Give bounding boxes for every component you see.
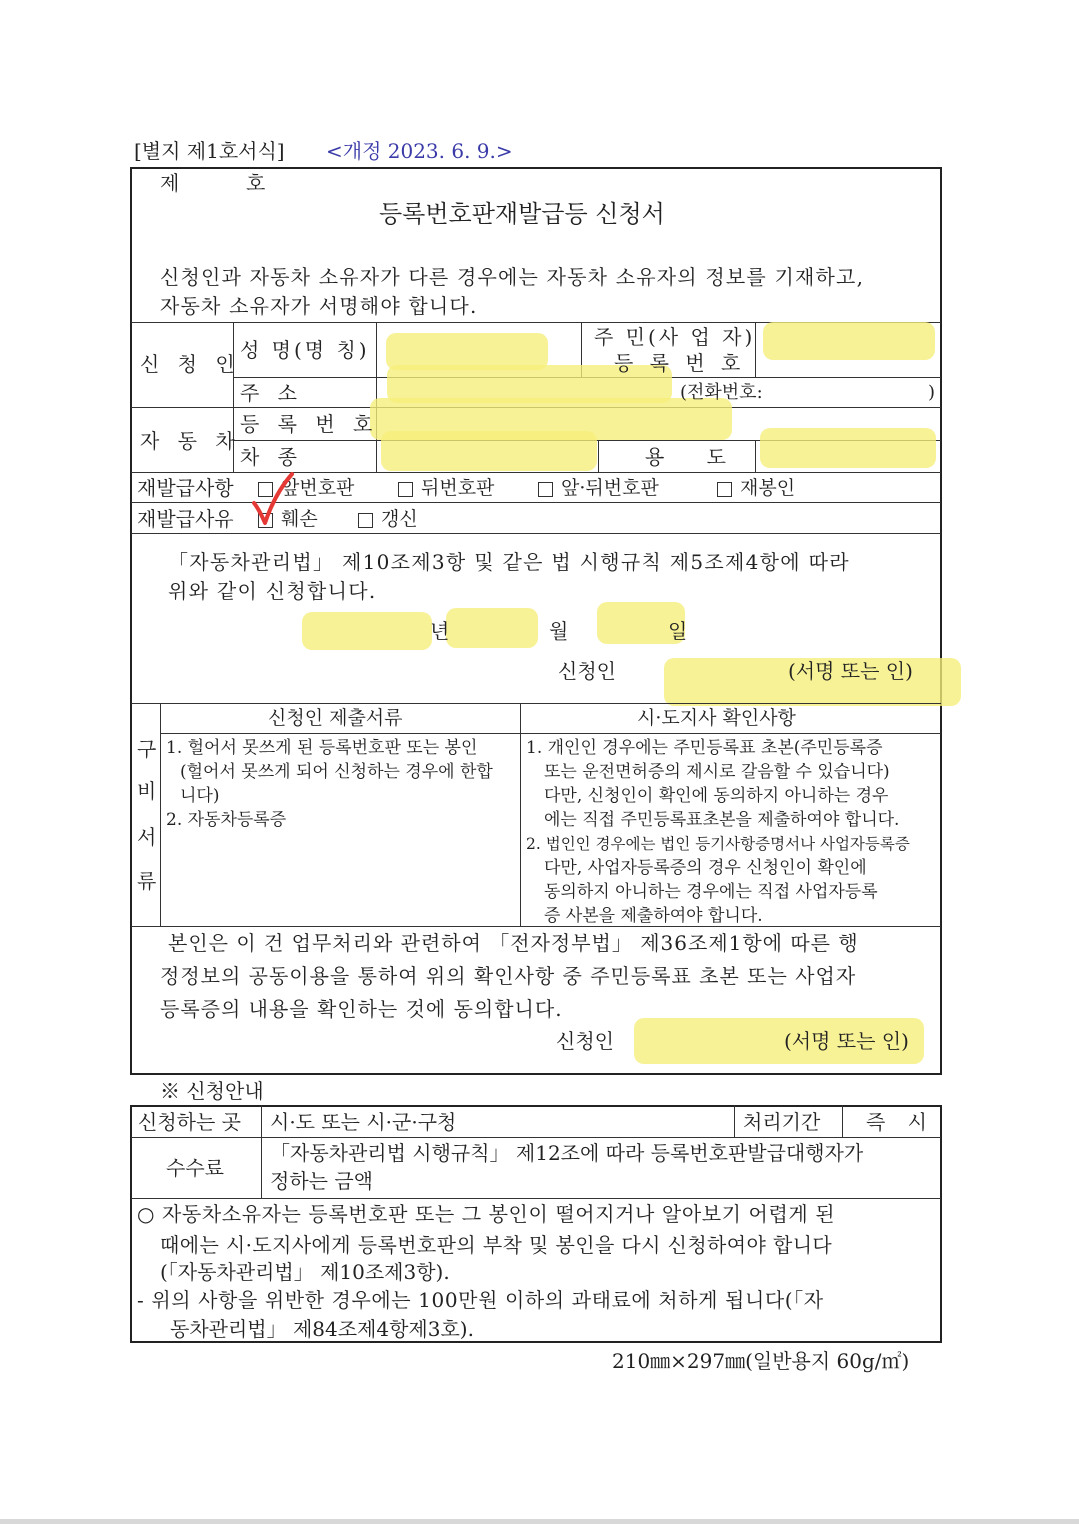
reissue-option-rear[interactable]: 뒤번호판 [398, 477, 494, 499]
reason-option-renewal[interactable]: 갱신 [358, 508, 418, 530]
vehicle-type-redaction [381, 431, 597, 471]
guide-place-label: 신청하는 곳 [138, 1110, 241, 1134]
checkbox-reseal[interactable] [717, 482, 732, 497]
submit-item-3: 니다) [180, 786, 220, 806]
guide-title: ※ 신청안내 [160, 1079, 264, 1103]
form-title: 등록번호판재발급등 신청서 [379, 200, 665, 228]
intro-line-2: 자동차 소유자가 서명해야 합니다. [160, 294, 478, 318]
intro-line-1: 신청인과 자동차 소유자가 다른 경우에는 자동차 소유자의 정보를 기재하고, [160, 265, 865, 289]
verify-item-5: 2. 법인인 경우에는 법인 등기사항증명서나 사업자등록증 [526, 835, 910, 853]
year-redaction-1 [302, 612, 432, 650]
verify-item-7: 동의하지 아니하는 경우에는 직접 사업자등록 [544, 882, 878, 902]
reissue-items-label: 재발급사항 [137, 476, 234, 500]
docs-side-1: 구 [137, 737, 157, 761]
docs-side-3: 서 [137, 825, 157, 849]
guide-note-2-line-2: 동차관리법」 제84조제4항제3호). [170, 1317, 474, 1341]
address-label: 주 소 [240, 381, 303, 405]
vehicle-use-label: 용 도 [645, 445, 744, 469]
checkmark-icon [248, 470, 298, 530]
paper-size: 210㎜×297㎜(일반용지 60g/㎡) [612, 1349, 910, 1373]
guide-fee-line-2: 정하는 금액 [270, 1169, 373, 1193]
date-month: 월 [549, 619, 569, 643]
guide-period-label: 처리기간 [743, 1110, 821, 1134]
guide-fee-label: 수수료 [166, 1156, 224, 1180]
guide-period-value: 즉 시 [866, 1110, 935, 1134]
guide-note-2-line-1: - 위의 사항을 위반한 경우에는 100만원 이하의 과태료에 처하게 됩니다(「자 [137, 1288, 824, 1312]
verify-item-4: 에는 직접 주민등록표초본을 제출하여야 합니다. [544, 810, 900, 830]
guide-fee-line-1: 「자동차관리법 시행규칙」 제12조에 따라 등록번호판발급대행자가 [270, 1141, 864, 1165]
verify-item-8: 증 사본을 제출하여야 합니다. [544, 906, 763, 926]
reg-label-1: 주 민(사 업 자) [594, 325, 756, 349]
verify-docs-header: 시·도지사 확인사항 [637, 707, 796, 729]
revision-note: <개정 2023. 6. 9.> [326, 139, 513, 163]
phone-label: (전화번호: [680, 382, 763, 403]
reissue-option-reseal[interactable]: 재봉인 [717, 477, 795, 499]
verify-item-2: 또는 운전면허증의 제시로 갈음할 수 있습니다) [544, 762, 890, 782]
phone-close: ) [928, 382, 936, 403]
reg-no-redaction [763, 322, 935, 360]
declaration-line-2: 위와 같이 신청합니다. [168, 579, 377, 603]
consent-line-2: 정정보의 공동이용을 통하여 위의 확인사항 중 주민등록표 초본 또는 사업자 [160, 964, 857, 988]
verify-item-1: 1. 개인인 경우에는 주민등록표 초본(주민등록증 [526, 738, 883, 758]
signature-label-1: 신청인 [558, 659, 616, 683]
verify-item-6: 다만, 사업자등록증의 경우 신청인이 확인에 [544, 858, 867, 878]
checkbox-rear[interactable] [398, 482, 413, 497]
submit-docs-header: 신청인 제출서류 [268, 707, 403, 729]
applicant-section-label: 신 청 인 [140, 352, 241, 376]
docs-side-2: 비 [137, 779, 157, 803]
guide-note-1-line-1: ○ 자동차소유자는 등록번호판 또는 그 봉인이 떨어지거나 알아보기 어렵게 된 [137, 1202, 836, 1226]
name-label: 성 명(명 칭) [240, 338, 370, 362]
vehicle-reg-label: 등 록 번 호 [240, 412, 379, 436]
checkbox-renewal[interactable] [358, 513, 373, 528]
year-redaction-2 [446, 608, 538, 648]
number-label-ho: 호 [246, 171, 266, 195]
guide-place-value: 시·도 또는 시·군·구청 [270, 1110, 457, 1134]
vehicle-use-redaction [760, 428, 936, 468]
submit-item-4: 2. 자동차등록증 [166, 810, 287, 830]
docs-side-4: 류 [137, 869, 157, 893]
reason-option-damage[interactable]: 훼손 [258, 508, 318, 530]
declaration-line-1: 「자동차관리법」 제10조제3항 및 같은 법 시행규칙 제5조제4항에 따라 [168, 550, 850, 574]
reg-label-2: 등 록 번 호 [614, 351, 746, 375]
submit-item-2: (헐어서 못쓰게 되어 신청하는 경우에 한합 [180, 762, 493, 782]
date-day: 일 [668, 619, 688, 643]
number-label-je: 제 [160, 171, 180, 195]
reissue-option-both[interactable]: 앞·뒤번호판 [538, 477, 659, 499]
checkbox-both[interactable] [538, 482, 553, 497]
signature-label-2: 신청인 [556, 1029, 614, 1053]
vehicle-type-label: 차 종 [240, 445, 303, 469]
viewer-bottom-bar [0, 1519, 1079, 1524]
reissue-reason-label: 재발급사유 [137, 507, 234, 531]
vehicle-section-label: 자 동 차 [140, 429, 241, 453]
guide-note-1-line-3: (「자동차관리법」 제10조제3항). [160, 1260, 450, 1284]
signature-sign-1: (서명 또는 인) [788, 659, 913, 683]
reissue-option-front[interactable]: 앞번호판 [258, 477, 354, 499]
submit-item-1: 1. 헐어서 못쓰게 된 등록번호판 또는 봉인 [166, 738, 478, 758]
consent-line-3: 등록증의 내용을 확인하는 것에 동의합니다. [160, 997, 563, 1021]
form-id: [별지 제1호서식] [134, 139, 285, 163]
verify-item-3: 다만, 신청인이 확인에 동의하지 아니하는 경우 [544, 786, 889, 806]
date-year: 년 [430, 619, 450, 643]
signature-sign-2: (서명 또는 인) [784, 1029, 909, 1053]
guide-note-1-line-2: 때에는 시·도지사에게 등록번호판의 부착 및 봉인을 다시 신청하여야 합니다 [160, 1233, 833, 1257]
consent-line-1: 본인은 이 건 업무처리와 관련하여 「전자정부법」 제36조제1항에 따른 행 [168, 931, 859, 955]
